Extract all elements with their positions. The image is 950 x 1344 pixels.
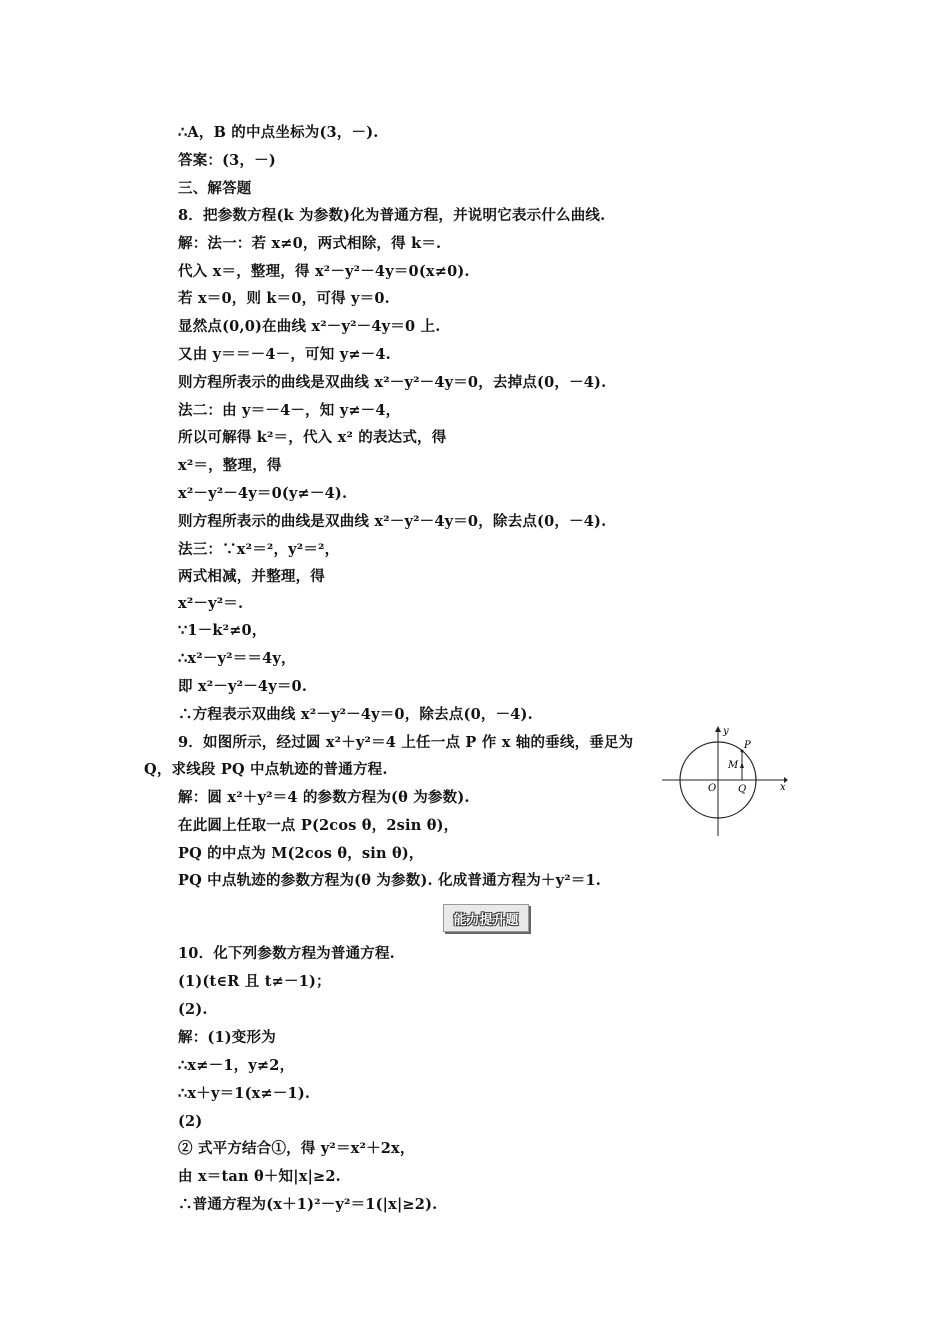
section-banner — [443, 904, 529, 932]
text-line: ∵1－k²≠0， — [178, 622, 267, 639]
text-line: ∴x²－y²＝＝4y， — [178, 650, 296, 667]
label-o: O — [708, 783, 717, 794]
text-line: ∴普通方程为(x＋1)²－y²＝1(|x|≥2). — [178, 1196, 438, 1213]
text-line: 法二：由 y＝－4－，知 y≠－4， — [178, 402, 401, 419]
text-line: x²＝，整理，得 — [178, 457, 282, 474]
problem-10-statement: 10．化下列参数方程为普通方程. — [178, 945, 395, 962]
text-line: 则方程所表示的曲线是双曲线 x²－y²－4y＝0，去掉点(0，－4). — [178, 374, 607, 391]
text-line: PQ 的中点为 M(2cos θ，sin θ)， — [178, 845, 424, 862]
text-line: 即 x²－y²－4y＝0. — [178, 678, 308, 695]
text-line: ② 式平方结合①，得 y²＝x²＋2x， — [178, 1140, 415, 1157]
text-line: (2). — [178, 1001, 208, 1018]
text-line: 答案：(3，－) — [178, 152, 276, 169]
text-line: ∴x＋y＝1(x≠－1). — [178, 1085, 311, 1102]
label-p: P — [744, 740, 751, 751]
arrow-m — [740, 762, 744, 768]
text-line: 在此圆上任取一点 P(2cos θ，2sin θ)， — [178, 817, 459, 834]
circle-figure — [662, 724, 788, 836]
text-line: 解：法一：若 x≠0，两式相除，得 k＝. — [178, 235, 442, 252]
text-line: 显然点(0,0)在曲线 x²－y²－4y＝0 上. — [178, 318, 441, 335]
text-line: (2) — [178, 1113, 203, 1130]
text-line: 解：圆 x²＋y²＝4 的参数方程为(θ 为参数). — [178, 789, 470, 806]
banner-label: 能力提升题 — [453, 912, 519, 928]
text-line: 法三：∵x²＝²，y²＝²， — [178, 541, 340, 558]
text-line: 则方程所表示的曲线是双曲线 x²－y²－4y＝0，除去点(0，－4). — [178, 513, 607, 530]
text-line: x²－y²＝. — [178, 595, 244, 612]
text-line: ∴方程表示双曲线 x²－y²－4y＝0，除去点(0，－4). — [178, 706, 533, 723]
text-line: PQ 中点轨迹的参数方程为(θ 为参数). 化成普通方程为＋y²＝1. — [178, 872, 602, 889]
text-line: 由 x＝tan θ＋知|x|≥2. — [178, 1168, 341, 1185]
text-line: 所以可解得 k²＝，代入 x² 的表达式，得 — [178, 429, 447, 446]
text-line: 又由 y＝＝－4－，可知 y≠－4. — [178, 346, 391, 363]
problem-8-statement: 8．把参数方程(k 为参数)化为普通方程，并说明它表示什么曲线. — [178, 207, 606, 224]
label-m: M — [728, 760, 739, 771]
section-heading: 三、解答题 — [178, 180, 252, 197]
text-line: 解：(1)变形为 — [178, 1029, 276, 1046]
label-y: y — [723, 726, 729, 737]
text-line: (1)(t∈R 且 t≠－1)； — [178, 973, 331, 990]
text-line: ∴A，B 的中点坐标为(3，－). — [178, 124, 379, 141]
text-line: ∴x≠－1，y≠2， — [178, 1057, 295, 1074]
text-line: x²－y²－4y＝0(y≠－4). — [178, 485, 348, 502]
text-line: 代入 x＝，整理，得 x²－y²－4y＝0(x≠0). — [178, 263, 470, 280]
label-x: x — [780, 782, 786, 793]
problem-9-statement: 9．如图所示，经过圆 x²＋y²＝4 上任一点 P 作 x 轴的垂线，垂足为 — [178, 734, 634, 751]
text-line: 若 x＝0，则 k＝0，可得 y＝0. — [178, 290, 390, 307]
label-q: Q — [738, 784, 747, 795]
y-axis-arrow — [715, 726, 721, 732]
problem-9-statement-cont: Q，求线段 PQ 中点轨迹的普通方程. — [144, 761, 388, 778]
text-line: 两式相减，并整理，得 — [178, 568, 325, 585]
